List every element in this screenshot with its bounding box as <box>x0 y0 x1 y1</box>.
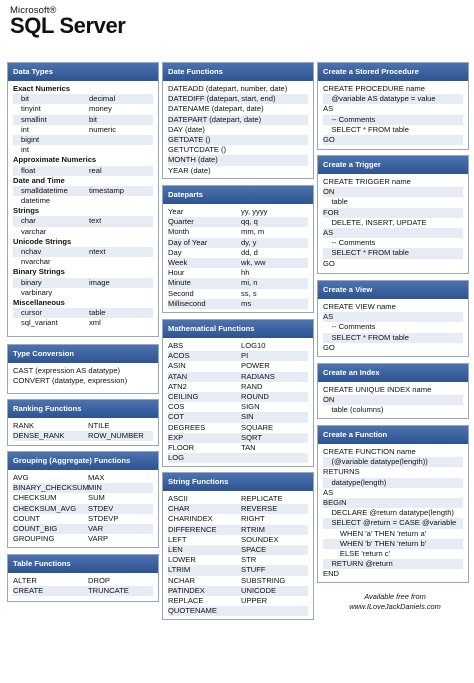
cell-name: Second <box>168 288 194 298</box>
cell-value: STUFF <box>241 565 266 575</box>
section-heading: Strings <box>13 206 40 216</box>
code-line: @variable AS datatype = value <box>323 94 463 104</box>
cell-value: SOUNDEX <box>241 534 279 544</box>
cell-value: SIN <box>241 412 254 422</box>
table-row <box>168 361 308 371</box>
table-row <box>13 504 153 514</box>
cell-value: SQUARE <box>241 422 274 432</box>
code-line: FOR <box>323 208 463 218</box>
table-row <box>168 596 308 606</box>
cell-value: RTRIM <box>241 524 265 534</box>
table-row <box>13 186 153 196</box>
string-functions-panel <box>162 472 314 620</box>
cell-name: GROUPING <box>13 534 55 544</box>
code-line: WHEN 'a' THEN 'return a' <box>323 528 427 538</box>
cell-name: LEN <box>168 544 183 554</box>
code-line: CREATE TRIGGER name <box>323 177 411 186</box>
table-row <box>168 392 308 402</box>
table-row <box>13 278 153 288</box>
cell-name: LOWER <box>168 555 196 565</box>
table-row <box>168 341 308 351</box>
math-functions-title: Mathematical Functions <box>163 320 313 338</box>
code-line: -- Comments <box>323 322 376 332</box>
table-row <box>168 504 308 514</box>
cell-value: POWER <box>241 361 270 371</box>
logo-company: Microsoft® <box>10 5 57 16</box>
table-row <box>168 207 308 217</box>
table-row <box>168 606 308 616</box>
code-line: RETURNS <box>323 467 360 477</box>
table-row <box>13 227 153 237</box>
cell-name: COS <box>168 402 185 412</box>
cell-name: ATN2 <box>168 381 187 391</box>
code-line: END <box>323 569 340 579</box>
code-line: SELECT @return = CASE @variable <box>323 518 463 528</box>
cell-value: yy, yyyy <box>241 207 268 216</box>
table-row <box>13 493 153 503</box>
code-line: GO <box>323 135 463 145</box>
table-row <box>13 318 153 328</box>
type-name: int <box>21 145 30 155</box>
type-name: float <box>21 165 36 175</box>
code-line: DECLARE @return datatype(length) <box>323 508 454 518</box>
code-line: SELECT * FROM table <box>323 124 409 134</box>
cell-value: ROUND <box>241 391 269 401</box>
table-row <box>13 473 153 483</box>
index-panel <box>317 363 469 419</box>
trigger-title: Create a Trigger <box>318 156 468 174</box>
cell-value: VARP <box>88 534 109 544</box>
cell-name: PATINDEX <box>168 585 205 595</box>
table-row <box>13 431 153 441</box>
cell-name: CHAR <box>168 504 190 514</box>
grouping-functions-title: Grouping (Aggregate) Functions <box>8 452 158 470</box>
type-name: bigint <box>21 134 40 144</box>
data-types-title: Data Types <box>8 63 158 81</box>
cell-name: Month <box>168 227 190 237</box>
function-code <box>318 444 468 581</box>
math-functions-panel <box>162 319 314 467</box>
cell-value: ROW_NUMBER <box>88 431 144 441</box>
cell-name: ALTER <box>13 576 37 585</box>
grouping-functions-list <box>8 470 158 546</box>
cell-value: PI <box>241 351 249 361</box>
code-line: ELSE 'return c' <box>323 548 391 558</box>
data-types-list <box>8 81 158 331</box>
cell-value: mm, m <box>241 227 265 237</box>
code-line: GO <box>323 258 335 268</box>
code-line: CREATE PROCEDURE name <box>323 84 425 93</box>
cell-name: Year <box>168 207 184 216</box>
table-row <box>168 494 308 504</box>
cell-name: QUOTENAME <box>168 606 217 616</box>
cell-value: wk, ww <box>241 257 266 267</box>
table-row <box>168 227 308 237</box>
cell-name: COUNT_BIG <box>13 523 58 533</box>
cell-name: Minute <box>168 278 191 288</box>
cell-value: STR <box>241 555 257 565</box>
cell-name: COT <box>168 412 185 422</box>
credit-url: www.ILoveJackDaniels.com <box>349 602 441 611</box>
code-line: BEGIN <box>323 498 463 508</box>
cell-name: LEFT <box>168 534 187 544</box>
type-name: tinyint <box>21 104 41 114</box>
table-row <box>13 135 153 145</box>
date-functions-title: Date Functions <box>163 63 313 81</box>
cell-value: hh <box>241 268 250 278</box>
table-row <box>168 433 308 443</box>
cell-value: SIGN <box>241 402 260 412</box>
type-name: xml <box>89 318 101 328</box>
dateparts-list <box>163 204 313 311</box>
table-functions-panel <box>7 554 159 602</box>
cell-name: DIFFERENCE <box>168 524 217 534</box>
data-types-panel <box>7 62 159 337</box>
cell-name: Millisecond <box>168 298 206 308</box>
code-line: GETUTCDATE () <box>168 145 227 155</box>
table-row <box>168 351 308 361</box>
cell-value: REVERSE <box>241 504 278 514</box>
cell-value: dd, d <box>241 247 258 257</box>
table-row <box>168 372 308 382</box>
table-row <box>13 115 153 125</box>
cell-name: LTRIM <box>168 565 191 575</box>
type-name: cursor <box>21 308 43 318</box>
code-line: MONTH (date) <box>168 155 308 165</box>
cell-value: UNICODE <box>241 585 277 595</box>
type-conversion-list <box>8 363 158 388</box>
cell-value: qq, q <box>241 217 258 227</box>
cell-value: STDEVP <box>88 513 119 523</box>
cell-name: COUNT <box>13 513 40 523</box>
table-row <box>168 217 308 227</box>
table-row <box>168 545 308 555</box>
logo-product: SQL Server <box>10 13 126 38</box>
code-line: table (columns) <box>323 405 384 415</box>
table-row <box>13 257 153 267</box>
cell-name: FLOOR <box>168 442 195 452</box>
stored-procedure-panel <box>317 62 469 150</box>
type-name: timestamp <box>89 185 125 195</box>
table-row <box>13 145 153 155</box>
code-line: -- Comments <box>323 115 463 125</box>
cell-name: Quarter <box>168 217 194 227</box>
cell-name: CHECKSUM_AVG <box>13 503 77 513</box>
code-line: DATEDIFF (datepart, start, end) <box>168 94 308 104</box>
type-name: table <box>89 308 106 318</box>
cell-name: NCHAR <box>168 575 196 585</box>
cell-value: RADIANS <box>241 371 275 381</box>
cell-value: SQRT <box>241 432 262 442</box>
cell-value: RAND <box>241 381 263 391</box>
cell-value: REPLICATE <box>241 494 283 503</box>
code-line: DATEPART (datepart, date) <box>168 115 308 125</box>
ranking-functions-list <box>8 418 158 443</box>
table-row <box>13 586 153 596</box>
code-line: (@variable datatype(length)) <box>323 457 463 467</box>
type-name: char <box>21 216 36 226</box>
dateparts-panel <box>162 185 314 313</box>
table-row <box>168 565 308 575</box>
type-name: ntext <box>89 247 106 256</box>
table-row <box>168 258 308 268</box>
code-line: AS <box>323 228 463 238</box>
table-row <box>168 453 308 463</box>
table-row <box>13 576 153 586</box>
index-title: Create an Index <box>318 364 468 382</box>
table-row <box>168 525 308 535</box>
table-row <box>13 514 153 524</box>
code-line: DAY (date) <box>168 124 205 134</box>
math-functions-list <box>163 338 313 465</box>
code-line: CREATE VIEW name <box>323 302 396 311</box>
code-line: AS <box>323 104 334 114</box>
credit <box>318 592 472 612</box>
table-row <box>168 278 308 288</box>
table-row <box>168 555 308 565</box>
cell-name: CHECKSUM <box>13 493 57 503</box>
section-heading: Date and Time <box>13 175 65 185</box>
code-line: DELETE, INSERT, UPDATE <box>323 217 427 227</box>
code-line: ON <box>323 395 463 405</box>
code-line: CAST (expression AS datatype) <box>13 366 121 375</box>
type-name: int <box>21 124 30 134</box>
cell-value: STDEV <box>88 503 114 513</box>
cell-name: AVG <box>13 473 29 482</box>
table-row <box>13 216 153 226</box>
code-line: AS <box>323 487 334 497</box>
section-heading: Approximate Numerics <box>13 155 97 165</box>
code-line: AS <box>323 312 463 322</box>
cell-name: BINARY_CHECKSUM <box>13 483 89 493</box>
table-row <box>168 238 308 248</box>
cell-name: CREATE <box>13 586 44 596</box>
table-row <box>168 514 308 524</box>
table-row <box>13 524 153 534</box>
cell-name: CHARINDEX <box>168 514 213 524</box>
cell-name: DENSE_RANK <box>13 431 65 441</box>
type-name: nchav <box>21 247 42 256</box>
trigger-panel <box>317 155 469 274</box>
table-row <box>168 535 308 545</box>
cell-name: Week <box>168 257 188 267</box>
table-row <box>168 423 308 433</box>
cell-value: mi, n <box>241 278 258 288</box>
cell-value: DROP <box>88 576 110 585</box>
code-line: SELECT * FROM table <box>323 248 463 258</box>
type-name: smalldatetime <box>21 185 68 195</box>
cell-name: Day of Year <box>168 237 208 247</box>
cell-value: SUBSTRING <box>241 575 286 585</box>
stored-procedure-title: Create a Stored Procedure <box>318 63 468 81</box>
section-heading: Miscellaneous <box>13 297 65 307</box>
type-name: varchar <box>21 226 47 236</box>
code-line: YEAR (date) <box>168 165 211 175</box>
cell-value: ss, s <box>241 288 257 298</box>
type-name: bit <box>89 114 98 124</box>
code-line: CREATE UNIQUE INDEX name <box>323 385 432 394</box>
table-row <box>13 104 153 114</box>
cell-name: RANK <box>13 421 35 430</box>
table-row <box>13 421 153 431</box>
cell-value: MAX <box>88 473 105 482</box>
type-name: money <box>89 104 112 114</box>
cell-value: TAN <box>241 442 256 452</box>
cell-value: UPPER <box>241 595 268 605</box>
section-heading: Binary Strings <box>13 267 65 277</box>
type-name: bit <box>21 94 30 104</box>
credit-line: Available free from <box>364 592 426 601</box>
table-row <box>13 247 153 257</box>
type-conversion-title: Type Conversion <box>8 345 158 363</box>
code-line: CREATE FUNCTION name <box>323 447 416 456</box>
cell-value: dy, y <box>241 237 257 247</box>
view-title: Create a View <box>318 281 468 299</box>
cell-name: Hour <box>168 268 185 278</box>
type-name: numeric <box>89 124 117 134</box>
cell-name: ATAN <box>168 371 188 381</box>
section-heading: Unicode Strings <box>13 236 72 246</box>
table-row <box>168 268 308 278</box>
view-panel <box>317 280 469 357</box>
cell-value: LOG10 <box>241 341 266 350</box>
type-name: nvarchar <box>21 257 51 267</box>
cell-value: NTILE <box>88 421 110 430</box>
cell-value: RIGHT <box>241 514 265 524</box>
type-name: varbinary <box>21 287 53 297</box>
cell-name: EXP <box>168 432 184 442</box>
cell-name: ACOS <box>168 351 190 361</box>
code-line: GO <box>323 342 335 352</box>
cell-value: MIN <box>88 483 102 493</box>
table-row <box>13 483 153 493</box>
type-name: decimal <box>89 94 116 104</box>
type-conversion-panel <box>7 344 159 394</box>
date-functions-panel <box>162 62 314 179</box>
cell-value: SPACE <box>241 544 267 554</box>
table-row <box>168 443 308 453</box>
cell-name: Day <box>168 247 182 257</box>
table-row <box>13 196 153 206</box>
table-row <box>168 402 308 412</box>
table-row <box>13 288 153 298</box>
type-name: smallint <box>21 114 47 124</box>
table-row <box>168 576 308 586</box>
type-name: image <box>89 277 110 287</box>
type-name: datetime <box>21 196 51 206</box>
table-functions-list <box>8 573 158 598</box>
table-row <box>168 412 308 422</box>
function-title: Create a Function <box>318 426 468 444</box>
code-line: DATEADD (datepart, number, date) <box>168 84 288 93</box>
table-row <box>168 299 308 309</box>
trigger-code <box>318 174 468 271</box>
code-line: datatype(length) <box>323 478 463 488</box>
grouping-functions-panel <box>7 451 159 548</box>
cell-name: CEILING <box>168 391 199 401</box>
code-line: DATENAME (datepart, date) <box>168 104 264 114</box>
table-row <box>13 125 153 135</box>
code-line: ON <box>323 187 463 197</box>
type-name: text <box>89 216 102 226</box>
dateparts-title: Dateparts <box>163 186 313 204</box>
table-row <box>13 534 153 544</box>
cell-name: REPLACE <box>168 595 204 605</box>
sql-server-logo <box>10 6 125 37</box>
table-row <box>168 586 308 596</box>
string-functions-list <box>163 491 313 618</box>
table-row <box>13 166 153 176</box>
cell-name: DEGREES <box>168 422 206 432</box>
stored-procedure-code <box>318 81 468 147</box>
table-row <box>13 94 153 104</box>
type-name: binary <box>21 277 42 287</box>
cell-value: TRUNCATE <box>88 586 129 596</box>
table-functions-title: Table Functions <box>8 555 158 573</box>
code-line: table <box>323 197 348 207</box>
code-line: CONVERT (datatype, expression) <box>13 376 128 386</box>
table-row <box>168 289 308 299</box>
ranking-functions-panel <box>7 399 159 446</box>
code-line: RETURN @return <box>323 559 463 569</box>
string-functions-title: String Functions <box>163 473 313 491</box>
cell-name: ABS <box>168 341 184 350</box>
section-heading: Exact Numerics <box>13 84 70 93</box>
code-line: WHEN 'b' THEN 'return b' <box>323 539 463 549</box>
view-code <box>318 299 468 355</box>
type-name: real <box>89 165 102 175</box>
type-name: sql_variant <box>21 318 58 328</box>
code-line: GETDATE () <box>168 135 308 145</box>
date-functions-list <box>163 81 313 178</box>
code-line: SELECT * FROM table <box>323 333 463 343</box>
table-row <box>168 382 308 392</box>
table-row <box>13 308 153 318</box>
function-panel <box>317 425 469 583</box>
ranking-functions-title: Ranking Functions <box>8 400 158 418</box>
cell-value: SUM <box>88 493 105 503</box>
cell-name: ASCII <box>168 494 188 503</box>
code-line: -- Comments <box>323 238 376 248</box>
cell-name: LOG <box>168 453 185 463</box>
cell-value: ms <box>241 298 252 308</box>
cell-value: VAR <box>88 523 104 533</box>
index-code <box>318 382 468 418</box>
cell-name: ASIN <box>168 361 186 371</box>
table-row <box>168 248 308 258</box>
